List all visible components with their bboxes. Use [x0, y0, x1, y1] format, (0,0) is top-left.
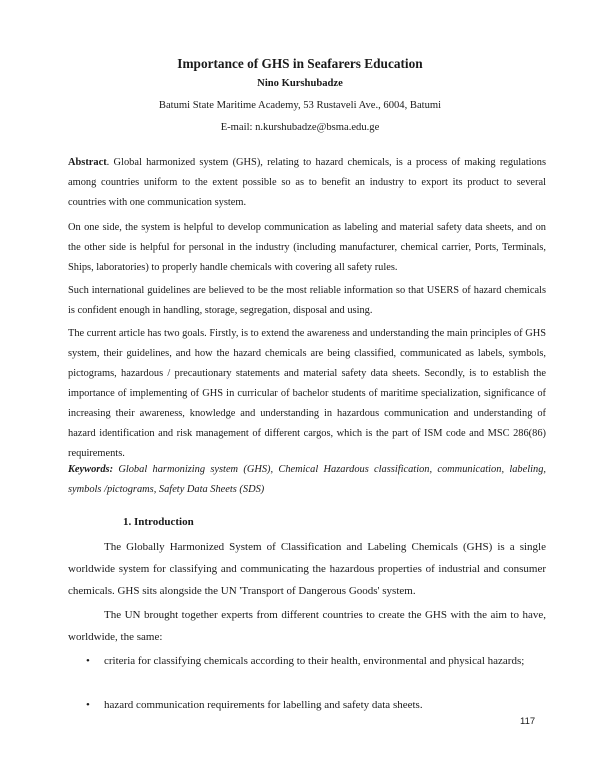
keywords-text: Global harmonizing system (GHS), Chemical Hazardous classification, communication, labeling, symbols /pictograms, Safety Data Sheets (SDS) [68, 464, 546, 495]
intro-paragraph-1: The Globally Harmonized System of Classification and Labeling Chemicals (GHS) is a single worldwide system for classifying and communicating the hazardous properties of industrial and consumer chemicals. GHS sits alongside the UN 'Transport of Dangerous Goods' system. [68, 541, 546, 597]
list-item [86, 694, 546, 716]
abstract-text: . Global harmonized system (GHS), relating to hazard chemicals, is a process of making regulations among countries uniform to the extent possible so as to benefit an industry to export its product to several countries with one communication system. [68, 157, 546, 208]
list-item-text: criteria for classifying chemicals according to their health, environmental and physical hazards; [104, 655, 525, 667]
abstract-paragraph [68, 153, 546, 213]
abstract-label: Abstract [68, 157, 107, 168]
keywords-label: Keywords: [68, 464, 114, 475]
list-item [86, 650, 546, 694]
keywords-paragraph [68, 460, 546, 500]
author-email: E-mail: n.kurshubadze@bsma.edu.ge [220, 122, 380, 133]
author-name: Nino Kurshubadze [257, 78, 343, 89]
section-heading-introduction: 1. Introduction [123, 516, 194, 528]
abstract-paragraph-3: Such international guidelines are believed to be the most reliable information so that USERS of hazard chemicals is confident enough in handling, storage, segregation, disposal and using. [68, 285, 546, 316]
paper-title: Importance of GHS in Seafarers Education [177, 56, 423, 71]
abstract-paragraph-2: On one side, the system is helpful to develop communication as labeling and material safety data sheets, and on the other side is helpful for personal in the industry (including manufacturer, chemical carrier, Ports, Terminals, Ships, laboratories) to properly handle chemicals with covering all safety rules. [68, 222, 546, 273]
bullet-icon: • [86, 699, 90, 711]
list-item-text: hazard communication requirements for labelling and safety data sheets. [104, 699, 423, 711]
abstract-paragraph-4: The current article has two goals. Firstly, is to extend the awareness and understanding the main principles of GHS system, their guidelines, and how the hazard chemicals are being classified, communicated as labels, symbols, pictograms, hazardous / precautionary statements and material safety data sheets. Secondly, is to establish the importance of implementing of GHS in curricular of bachelor students of maritime specialization, significance of increasing their awareness, knowledge and understanding in hazardous communication and understanding of hazard identification and risk management of different cargos, which is the part of ISM code and MSC 286(86) requirements. [68, 328, 546, 459]
bullet-icon: • [86, 655, 90, 667]
author-affiliation: Batumi State Maritime Academy, 53 Rustaveli Ave., 6004, Batumi [158, 100, 442, 111]
page-number: 117 [520, 716, 536, 727]
intro-paragraph-2: The UN brought together experts from different countries to create the GHS with the aim to have, worldwide, the same: [68, 609, 546, 643]
